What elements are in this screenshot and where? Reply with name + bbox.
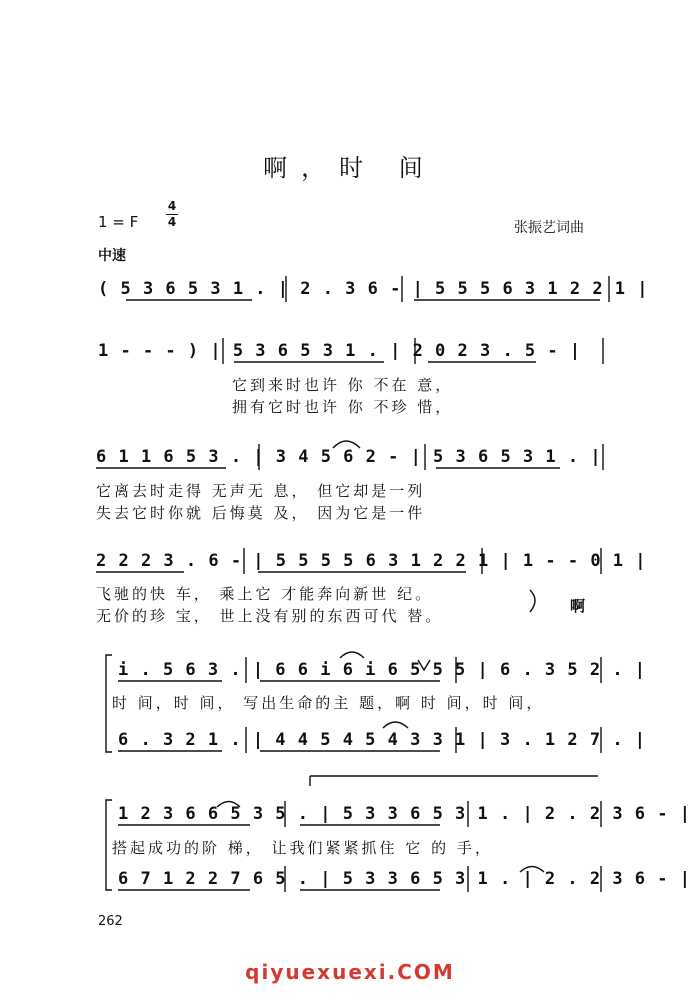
lyric-line: 失去它时你就 后悔莫 及， 因为它是一件 <box>96 504 426 522</box>
lyric-line: 时 间，时 间， 写出生命的主 题，啊 时 间，时 间， <box>112 694 545 712</box>
notation-line-lower: 6 7 1 2 2 7 6 5 . | 5 3 3 6 5 3 1 . | 2 . 2 3 6 - | <box>118 869 691 889</box>
aside-text: 啊 <box>570 597 586 615</box>
page-number: 262 <box>98 914 123 929</box>
notation-line: 6 1 1 6 5 3 . | 3 4 5 6 2 - | 5 3 6 5 3 1 . | <box>96 447 602 467</box>
tempo-marking: 中速 <box>98 248 126 264</box>
lyric-line: 拥有它时也许 你 不珍 惜， <box>232 398 454 416</box>
song-title: 啊，时 间 <box>263 154 437 182</box>
key-signature: 1 = F <box>98 213 139 231</box>
credit: 张振艺词曲 <box>514 220 584 236</box>
time-signature <box>166 200 178 229</box>
lyric-line: 无价的珍 宝， 世上没有别的东西可代 替。 <box>96 607 444 625</box>
lyric-line: 它离去时走得 无声无 息， 但它却是一列 <box>96 482 426 500</box>
notation-line: 1 - - - ) | 5 3 6 5 3 1 . | 2 0 2 3 . 5 - | <box>98 341 582 361</box>
time-signature-bottom: 4 <box>167 215 177 229</box>
notation-line: i . 5 6 3 . | 6 6 i 6 i 6 5 5 5 | 6 . 3 5 2 . | <box>118 660 647 680</box>
notation-line: 1 2 3 6 6 5 3 5 . | 5 3 3 6 5 3 1 . | 2 . 2 3 6 - | <box>118 804 691 824</box>
watermark: qiyuexuexi.COM <box>245 960 455 984</box>
notation-line-lower: 6 . 3 2 1 . | 4 4 5 4 5 4 3 3 1 | 3 . 1 2 7 . | <box>118 730 647 750</box>
lyric-line: 飞驰的快 车， 乘上它 才能奔向新世 纪。 <box>96 585 434 603</box>
lyric-line: 搭起成功的阶 梯， 让我们紧紧抓住 它 的 手， <box>112 839 493 857</box>
time-signature-top: 4 <box>167 199 177 213</box>
notation-line: 2 2 2 3 . 6 - | 5 5 5 5 6 3 1 2 2 1 | 1 - - 0 1 | <box>96 551 647 571</box>
lyric-line: 它到来时也许 你 不在 意， <box>232 376 454 394</box>
notation-line: ( 5 3 6 5 3 1 . | 2 . 3 6 - | 5 5 5 6 3 1 2 2 1 | <box>98 279 649 299</box>
